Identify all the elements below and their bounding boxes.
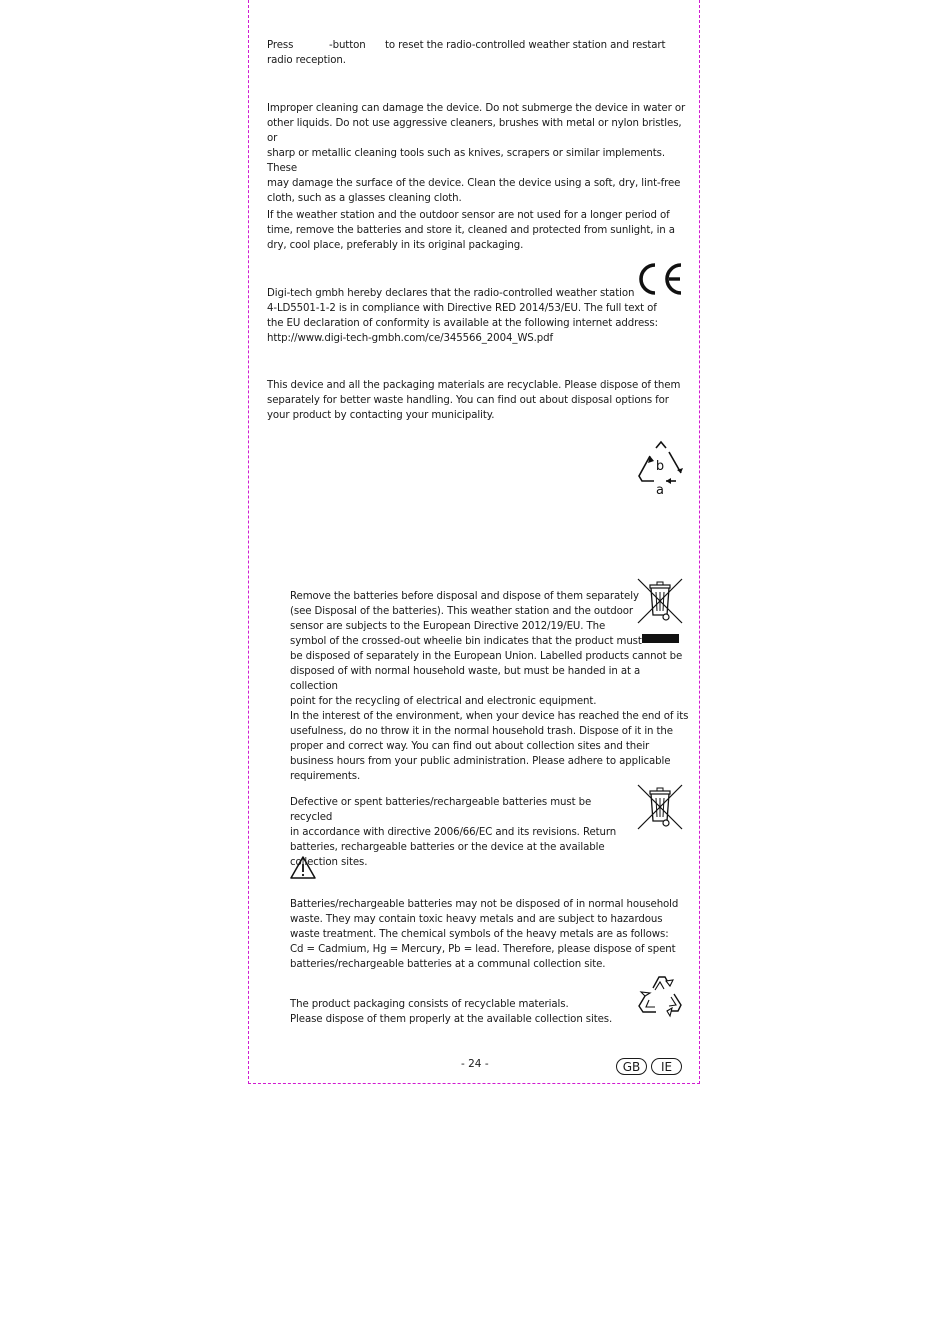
text-line: batteries/rechargeable batteries at a communal collection site. xyxy=(290,959,606,970)
text-line: sharp or metallic cleaning tools such as knives, scrapers or similar implements. These xyxy=(267,148,666,174)
text-line: Batteries/rechargeable batteries may not be disposed of in normal household xyxy=(290,899,679,910)
text-line: Please dispose of them properly at the available collection sites. xyxy=(290,1014,613,1025)
recycling-paragraph xyxy=(267,378,687,423)
text-line: Defective or spent batteries/rechargeable batteries must be recycled xyxy=(290,797,592,823)
weee-paragraph xyxy=(290,589,690,784)
text-line: disposed of with normal household waste, but must be handed in at a collection xyxy=(290,666,641,692)
text-line: batteries, rechargeable batteries or the device at the available xyxy=(290,842,605,853)
text-line: (see Disposal of the batteries). This weather station and the outdoor xyxy=(290,606,633,617)
reset-button-word: -button xyxy=(329,40,366,51)
text-line: the EU declaration of conformity is available at the following internet address: xyxy=(267,318,658,329)
reset-text-line2: radio reception. xyxy=(267,55,346,66)
text-line: point for the recycling of electrical and electronic equipment. xyxy=(290,696,597,707)
text-line: symbol of the crossed-out wheelie bin indicates that the product must xyxy=(290,636,642,647)
text-line: This device and all the packaging materials are recyclable. Please dispose of them xyxy=(267,380,681,391)
text-line: In the interest of the environment, when your device has reached the end of its xyxy=(290,711,689,722)
text-line: requirements. xyxy=(290,771,361,782)
text-line: time, remove the batteries and store it, cleaned and protected from sunlight, in a xyxy=(267,225,675,236)
conformity-paragraph xyxy=(267,286,687,346)
cleaning-paragraph xyxy=(267,101,687,206)
text-line: Cd = Cadmium, Hg = Mercury, Pb = lead. Therefore, please dispose of spent xyxy=(290,944,676,955)
recycling-arrows-icon xyxy=(636,972,684,1020)
text-line: waste treatment. The chemical symbols of the heavy metals are as follows: xyxy=(290,929,669,940)
text-line: be disposed of separately in the European Union. Labelled products cannot be xyxy=(290,651,683,662)
reset-text: to reset the radio-controlled weather station and restart xyxy=(385,40,666,51)
text-line: Improper cleaning can damage the device. Do not submerge the device in water or xyxy=(267,103,686,114)
text-line: The product packaging consists of recyclable materials. xyxy=(290,999,569,1010)
reset-press-word: Press xyxy=(267,40,294,51)
packaging-paragraph xyxy=(290,997,635,1027)
text-line: in accordance with directive 2006/66/EC and its revisions. Return xyxy=(290,827,617,838)
text-line: your product by contacting your municipality. xyxy=(267,410,495,421)
text-line: 4-LD5501-1-2 is in compliance with Directive RED 2014/53/EU. The full text of xyxy=(267,303,657,314)
battery-bin-icon xyxy=(636,783,684,833)
text-line: separately for better waste handling. You can find out about disposal options for xyxy=(267,395,669,406)
text-line: may damage the surface of the device. Clean the device using a soft, dry, lint-free xyxy=(267,178,681,189)
heavy-metals-paragraph xyxy=(290,897,690,972)
batteries-paragraph xyxy=(290,795,635,870)
recycle-code-letter: b xyxy=(655,459,665,474)
text-line: proper and correct way. You can find out about collection sites and their xyxy=(290,741,650,752)
text-line: Remove the batteries before disposal and dispose of them separately xyxy=(290,591,639,602)
text-line: usefulness, do no throw it in the normal household trash. Dispose of it in the xyxy=(290,726,673,737)
declaration-url: http://www.digi-tech-gmbh.com/ce/345566_2004_WS.pdf xyxy=(267,333,554,344)
storage-paragraph xyxy=(267,208,687,253)
text-line: Digi-tech gmbh hereby declares that the radio-controlled weather station xyxy=(267,288,635,299)
text-line: business hours from your public administration. Please adhere to applicable xyxy=(290,756,671,767)
text-line: sensor are subjects to the European Directive 2012/19/EU. The xyxy=(290,621,606,632)
text-line: collection sites. xyxy=(290,857,368,868)
text-line: waste. They may contain toxic heavy metals and are subject to hazardous xyxy=(290,914,663,925)
text-line: If the weather station and the outdoor sensor are not used for a longer period of xyxy=(267,210,670,221)
page-number: - 24 - xyxy=(461,1058,489,1070)
text-line: dry, cool place, preferably in its original packaging. xyxy=(267,240,524,251)
country-badge-ie: IE xyxy=(651,1058,682,1075)
recycle-code-label: a xyxy=(656,483,664,498)
recycling-triangle-icon xyxy=(636,440,686,498)
text-line: cloth, such as a glasses cleaning cloth. xyxy=(267,193,462,204)
country-badge-gb: GB xyxy=(616,1058,647,1075)
text-line: other liquids. Do not use aggressive cleaners, brushes with metal or nylon bristles, or xyxy=(267,118,682,144)
warning-icon xyxy=(289,855,317,880)
